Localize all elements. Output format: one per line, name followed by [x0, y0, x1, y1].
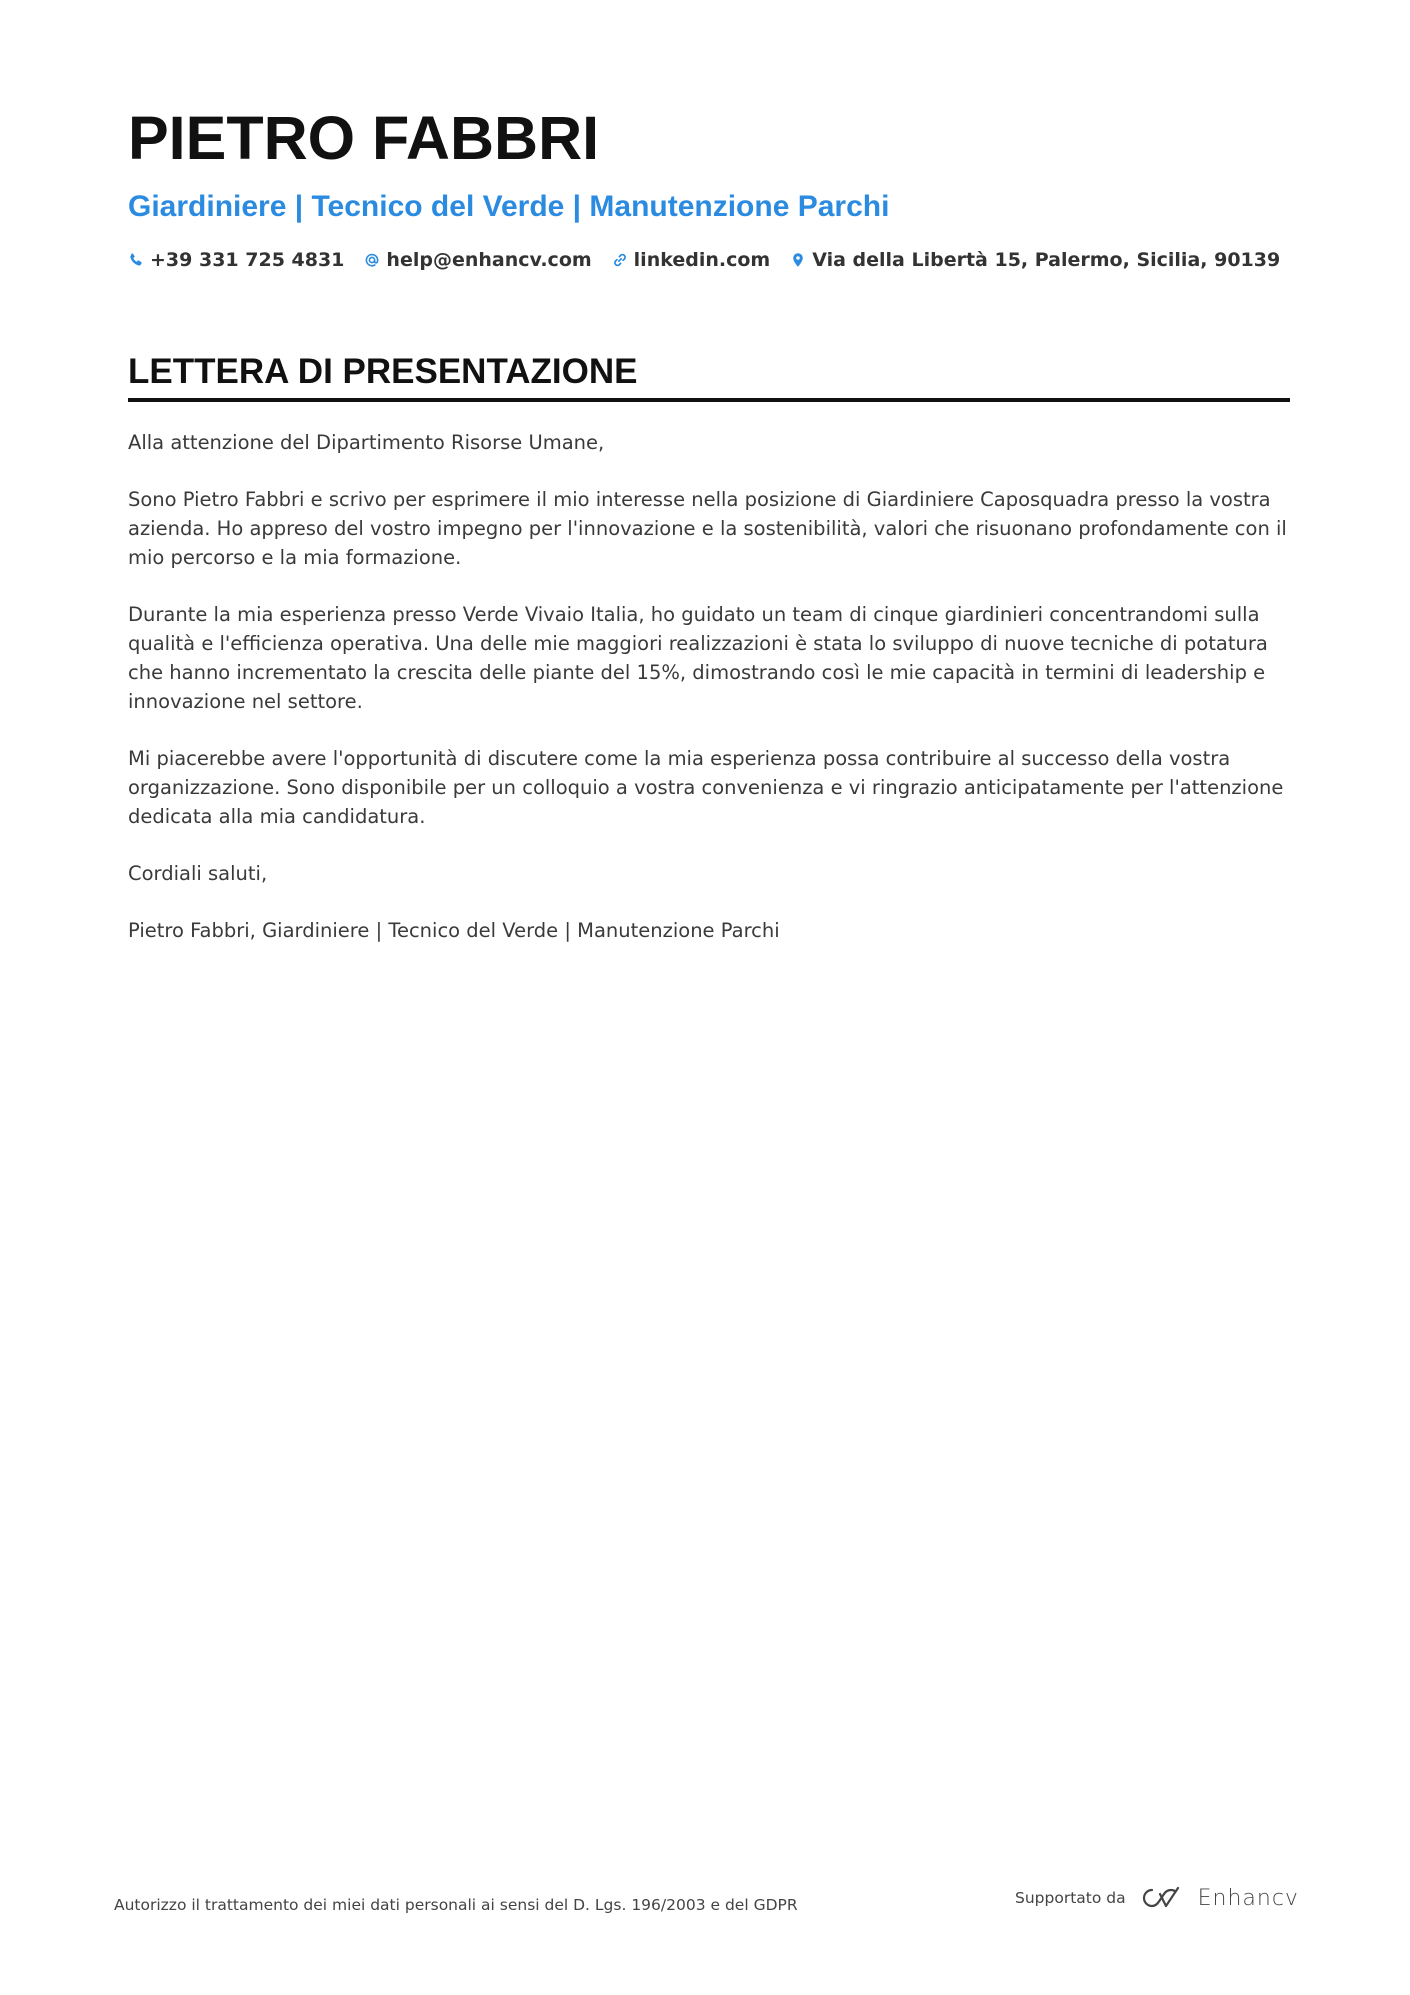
letter-signature: Pietro Fabbri, Giardiniere | Tecnico del Verde | Manutenzione Parchi — [128, 918, 780, 942]
contact-address-text: Via della Libertà 15, Palermo, Sicilia, 90139 — [812, 249, 1281, 271]
contact-phone[interactable] — [128, 249, 344, 271]
letter-paragraph-1: Sono Pietro Fabbri e scrivo per esprimere il mio interesse nella posizione di Giardiniere Caposquadra presso la vostra azienda. Ho appreso del vostro impegno per l'innovazione e la sostenibilità, valori che risuonano profondamente con il mio percorso e la mia formazione. — [128, 487, 1287, 569]
brand-name: Enhancv — [1197, 1885, 1299, 1911]
consent-footer: Autorizzo il trattamento dei miei dati personali ai sensi del D. Lgs. 196/2003 e del GDPR — [114, 1896, 798, 1914]
letter-paragraph-3: Mi piacerebbe avere l'opportunità di discutere come la mia esperienza possa contribuire al successo della vostra organizzazione. Sono disponibile per un colloquio a vostra convenienza e vi ringrazio anticipatamente per l'attenzione dedicata alla mia candidatura. — [128, 746, 1284, 828]
location-pin-icon — [790, 252, 806, 268]
letter-salutation: Alla attenzione del Dipartimento Risorse Umane, — [128, 430, 605, 454]
enhancv-logo-icon — [1138, 1884, 1186, 1912]
phone-icon — [128, 252, 144, 268]
contact-bar — [128, 249, 1290, 271]
candidate-name: PIETRO FABBRI — [128, 104, 600, 172]
contact-linkedin-text: linkedin.com — [633, 249, 771, 271]
job-title: Giardiniere | Tecnico del Verde | Manutenzione Parchi — [128, 190, 890, 223]
powered-by-label: Supportato da — [1015, 1889, 1126, 1907]
link-icon — [612, 252, 628, 268]
at-icon — [364, 252, 380, 268]
contact-linkedin[interactable] — [612, 249, 771, 271]
contact-address — [790, 249, 1280, 271]
document-page — [128, 104, 1290, 973]
contact-email[interactable] — [364, 249, 591, 271]
section-divider — [128, 398, 1290, 402]
contact-email-text: help@enhancv.com — [386, 249, 592, 271]
contact-phone-text: +39 331 725 4831 — [150, 249, 345, 271]
letter-closing: Cordiali saluti, — [128, 861, 268, 885]
letter-body — [128, 428, 1290, 945]
section-title: LETTERA DI PRESENTAZIONE — [128, 352, 638, 391]
letter-paragraph-2: Durante la mia esperienza presso Verde Vivaio Italia, ho guidato un team di cinque giardinieri concentrandomi sulla qualità e l'efficienza operativa. Una delle mie maggiori realizzazioni è stata lo sviluppo di nuove tecniche di potatura che hanno incrementato la crescita delle piante del 15%, dimostrando così le mie capacità in termini di leadership e innovazione nel settore. — [128, 602, 1268, 713]
powered-by[interactable] — [1015, 1884, 1299, 1912]
